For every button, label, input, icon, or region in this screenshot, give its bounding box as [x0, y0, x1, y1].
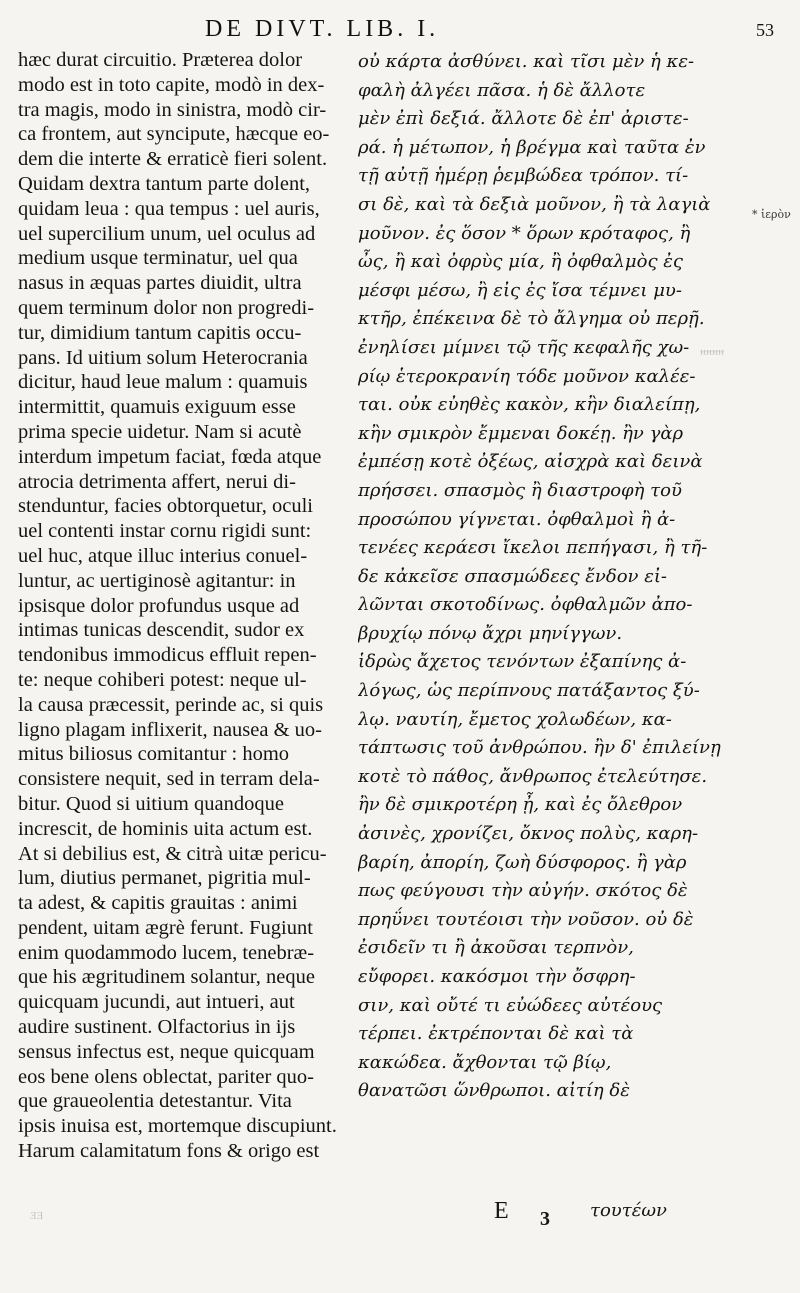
text-line: πως φεύγουσι τὴν αὐγήν. σκότος δὲ	[358, 880, 688, 902]
text-line: hæc durat circuitio. Præterea dolor	[18, 49, 303, 71]
text-line: ἱδρὼς ἄχετος τενόντων ἐξαπίνης ἀ-	[358, 651, 687, 673]
text-line: μοῦνον. ἐς ὅσον * ὅρων κρόταφος, ἢ	[358, 222, 691, 244]
text-line: κοτὲ τὸ πάθος, ἄνθρωπος ἐτελεύτησε.	[358, 765, 708, 787]
text-line: lum, diutius permanet, pigritia mul-	[18, 867, 311, 890]
catchword: τουτέων	[590, 1200, 667, 1221]
text-line: mitus biliosus comitantur : homo	[18, 743, 290, 766]
text-line: ἀσινὲς, χρονίζει, ὄκνος πολὺς, καρη-	[358, 823, 699, 845]
text-line: πρηΰνει τουτέοισι τὴν νοῦσον. οὐ δὲ	[358, 908, 694, 930]
latin-text-column	[18, 48, 353, 1164]
text-line: modo est in toto capite, modò in dex-	[18, 73, 325, 96]
text-line: φαλὴ ἀλγέει πᾶσα. ἡ δὲ ἄλλοτε	[358, 79, 646, 101]
text-line: medium usque terminatur, uel qua	[18, 247, 298, 270]
text-line: βρυχίῳ πόνῳ ἄχρι μηνίγγων.	[358, 622, 623, 644]
text-line: ἐσιδεῖν τι ἢ ἀκοῦσαι τερπνὸν,	[358, 937, 634, 959]
text-line: ἐνηλίσει μίμνει τῷ τῆς κεφαλῆς χω-	[358, 336, 690, 358]
text-line: bitur. Quod si uitium quandoque	[18, 792, 284, 815]
greek-text-column	[358, 48, 790, 1106]
text-line: intimas tunicas descendit, sudor ex	[18, 619, 305, 642]
text-line: uel supercilium unum, uel oculus ad	[18, 222, 316, 245]
text-line: λῶνται σκοτοδίνως. ὀφθαλμῶν ἀπο-	[358, 594, 693, 616]
text-line: atrocia detrimenta affert, nerui di-	[18, 470, 296, 493]
text-line: ρίῳ ἑτεροκρανίη τόδε μοῦνον καλέε-	[358, 365, 696, 387]
text-line: ἐμπέσῃ κοτὲ ὀξέως, αἰσχρὰ καὶ δεινὰ	[358, 451, 703, 473]
text-line: uel contenti instar cornu rigidi sunt:	[18, 520, 312, 543]
text-line: luntur, ac uertiginosè agitantur: in	[18, 569, 296, 592]
text-line: prima specie uidetur. Nam si acutè	[18, 420, 302, 443]
text-line: At si debilius est, & citrà uitæ pericu-	[18, 842, 327, 865]
text-line: te: neque cohiberi potest: neque ul-	[18, 668, 307, 691]
text-line: que his ægritudinem solantur, neque	[18, 966, 315, 989]
text-line: pans. Id uitium solum Heterocrania	[18, 346, 308, 369]
text-line: ligno plagam inflixerit, nausea & uo-	[18, 718, 323, 741]
signature-mark: E	[494, 1198, 509, 1224]
text-line: quicquam jucundi, aut intueri, aut	[18, 991, 295, 1014]
text-line: λῳ. ναυτίη, ἔμετος χολωδέων, κα-	[358, 708, 672, 730]
text-line: ἢν δὲ σμικροτέρη ᾖ, καὶ ἐς ὄλεθρον	[358, 794, 683, 816]
running-title: DE DIVT. LIB. I.	[205, 16, 440, 42]
text-line: ται. οὐκ εὐηθὲς κακὸν, κἢν διαλείπῃ,	[358, 394, 701, 416]
text-line: sensus infectus est, neque quicquam	[18, 1040, 315, 1063]
text-line: ρά. ἡ μέτωπον, ἡ βρέγμα καὶ ταῦτα ἐν	[358, 136, 706, 158]
text-line: κακώδεα. ἄχθονται τῷ βίῳ,	[358, 1051, 612, 1073]
text-line: la causa præcessit, perinde ac, si quis	[18, 693, 324, 716]
text-line: ta adest, & capitis grauitas : animi	[18, 892, 298, 915]
text-line: Quidam dextra tantum parte dolent,	[18, 172, 311, 195]
text-line: tendonibus immodicus effluit repen-	[18, 644, 317, 667]
text-line: προσώπου γίγνεται. ὀφθαλμοὶ ἢ ἀ-	[358, 508, 676, 530]
faint-marginalia: ꟸꟸꟸꟸ	[700, 348, 725, 361]
text-line: nasus in æquas partes diuidit, ultra	[18, 272, 302, 295]
running-head	[0, 12, 800, 46]
text-line: audire sustinent. Olfactorius in ijs	[18, 1016, 296, 1039]
text-line: τέρπει. ἐκτρέπονται δὲ καὶ τὰ	[358, 1023, 634, 1045]
text-line: stenduntur, facies obtorquetur, oculi	[18, 495, 313, 518]
text-line: tur, dimidium tantum capitis occu-	[18, 321, 302, 344]
text-line: ὦς, ἢ καὶ ὀφρὺς μία, ἢ ὀφθαλμὸς ἐς	[358, 251, 683, 273]
text-line: dicitur, haud leue malum : quamuis	[18, 371, 308, 394]
text-line: θανατῶσι ὥνθρωποι. αἰτίη δὲ	[358, 1080, 630, 1102]
text-line: enim quodammodo lucem, tenebræ-	[18, 941, 315, 964]
text-line: οὐ κάρτα ἀσθύνει. καὶ τῖσι μὲν ἡ κε-	[358, 51, 695, 72]
text-line: ipsisque dolor profundus usque ad	[18, 594, 300, 617]
text-line: μέσφι μέσω, ἢ εἰς ἐς ἴσα τέμνει μυ-	[358, 279, 682, 301]
margin-note: * ἰερὸν	[752, 208, 791, 221]
text-line: tra magis, modo in sinistra, modò cir-	[18, 98, 327, 121]
text-line: pendent, uitam ægrè ferunt. Fugiunt	[18, 916, 313, 939]
text-line: quidam leua : qua tempus : uel auris,	[18, 197, 320, 220]
text-line: intermittit, quamuis exiguum esse	[18, 396, 296, 419]
text-line: uel huc, atque illuc interius conuel-	[18, 544, 308, 567]
text-line: βαρίη, ἀπορίη, ζωὴ δύσφορος. ἢ γὰρ	[358, 851, 687, 873]
text-line: consistere nequit, sed in terram dela-	[18, 768, 320, 791]
text-line: ipsis inuisa est, mortemque discupiunt.	[18, 1115, 337, 1138]
text-line: τάπτωσις τοῦ ἀνθρώπου. ἢν δ' ἐπιλείνῃ	[358, 737, 721, 759]
text-line: τενέες κεράεσι ἴκελοι πεπήγασι, ἢ τῆ-	[358, 537, 708, 559]
text-line: σι δὲ, καὶ τὰ δεξιὰ μοῦνον, ἢ τὰ λαγιὰ	[358, 193, 711, 215]
text-line: dem die interte & erraticè fieri solent.	[18, 148, 328, 171]
text-line: σιν, καὶ οὔτέ τι εὐώδεες αὐτέους	[358, 994, 663, 1016]
signature-number: 3	[540, 1208, 550, 1230]
bleed-through-text: ᴲᴲ	[30, 1208, 44, 1228]
text-line: eos bene olens oblectat, pariter quo-	[18, 1065, 314, 1088]
text-line: κἢν σμικρὸν ἔμμεναι δοκέῃ. ἢν γὰρ	[358, 422, 684, 444]
text-line: μὲν ἐπὶ δεξιά. ἄλλοτε δὲ ἐπ' ἀριστε-	[358, 108, 689, 130]
text-line: ca frontem, aut syncipute, hæcque eo-	[18, 123, 330, 146]
text-line: δε κἀκεῖσε σπασμώδεες ἔνδον εἰ-	[358, 565, 667, 587]
text-line: τῇ αὐτῇ ἡμέρῃ ῥεμβώδεα τρόπον. τί-	[358, 165, 689, 187]
text-line: κτῆρ, ἐπέκεινα δὲ τὸ ἄλγημα οὐ περῇ.	[358, 308, 705, 330]
text-line: εὔφορει. κακόσμοι τὴν ὄσφρη-	[358, 966, 636, 987]
text-line: Harum calamitatum fons & origo est	[18, 1140, 320, 1163]
text-line: πρήσσει. σπασμὸς ἢ διαστροφὴ τοῦ	[358, 479, 682, 501]
text-line: quem terminum dolor non progredi-	[18, 296, 315, 319]
text-line: λόγως, ὡς περίπνους πατάξαντος ξύ-	[358, 680, 700, 702]
page-number: 53	[756, 20, 774, 40]
text-line: increscit, de hominis uita actum est.	[18, 817, 313, 840]
text-line: que graueolentia detestantur. Vita	[18, 1090, 292, 1113]
text-line: interdum impetum faciat, fœda atque	[18, 445, 322, 468]
